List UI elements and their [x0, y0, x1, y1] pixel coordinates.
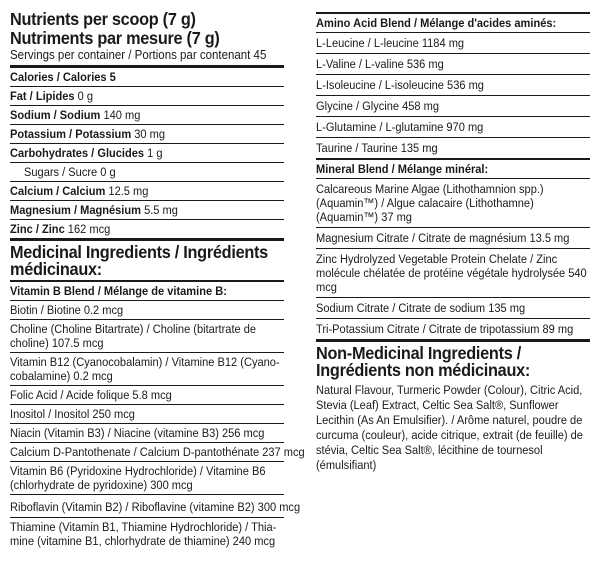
- ingredient-row: Taurine / Taurine 135 mg: [316, 137, 590, 158]
- ingredient-row: Calcareous Marine Algae (Lithothamnion spp.) (Aquamin™) / Algue calacaire (Lithothamne) (Aquamin™) 37 mg: [316, 178, 590, 227]
- ingredient-row: Niacin (Vitamin B3) / Niacine (vitamine B3) 256 mcg: [10, 423, 284, 442]
- title-en: Nutrients per scoop (7 g): [10, 9, 196, 29]
- title-fr: Nutriments par mesure (7 g): [10, 28, 220, 48]
- mineral-header: Mineral Blend / Mélange minéral:: [316, 162, 489, 176]
- ingredient-row: Tri-Potassium Citrate / Citrate de tripotassium 89 mg: [316, 318, 590, 339]
- ingredient-row: L-Leucine / L-leucine 1184 mg: [316, 32, 590, 53]
- nutrient-row: Potassium / Potassium 30 mg: [10, 124, 284, 143]
- ingredient-row: Choline (Choline Bitartrate) / Choline (bitartrate de choline) 107.5 mcg: [10, 319, 284, 352]
- nutrient-row: Calories / Calories 5: [10, 70, 116, 84]
- ingredient-row: Calcium D-Pantothenate / Calcium D-pantothénate 237 mcg: [10, 442, 284, 461]
- ingredient-row: Magnesium Citrate / Citrate de magnésium 13.5 mg: [316, 227, 590, 248]
- ingredient-row: Zinc Hydrolyzed Vegetable Protein Chelate / Zinc molécule chélatée de protéine végétale hydrolysée 540 mcg: [316, 248, 590, 297]
- nutrient-row: Calcium / Calcium 12.5 mg: [10, 181, 284, 200]
- ingredient-row: Inositol / Inositol 250 mcg: [10, 404, 284, 423]
- medicinal-heading: Medicinal Ingredients / Ingrédients médicinaux:: [10, 238, 284, 280]
- nutrient-row: Carbohydrates / Glucides 1 g: [10, 143, 284, 162]
- ingredient-row: Sodium Citrate / Citrate de sodium 135 mg: [316, 297, 590, 318]
- nutrient-row: Sodium / Sodium 140 mg: [10, 105, 284, 124]
- vitamin-b-header: Vitamin B Blend / Mélange de vitamine B:: [10, 284, 227, 298]
- ingredient-row: Thiamine (Vitamin B1, Thiamine Hydrochloride) / Thia-mine (vitamine B1, chlorhydrate de thiamine) 240 mcg: [10, 517, 284, 550]
- ingredient-row: L-Valine / L-valine 536 mg: [316, 53, 590, 74]
- ingredient-row: Folic Acid / Acide folique 5.8 mcg: [10, 385, 284, 404]
- ingredient-row: Vitamin B6 (Pyridoxine Hydrochloride) / Vitamine B6 (chlorhydrate de pyridoxine) 300 mcg: [10, 461, 284, 494]
- ingredient-row: Riboflavin (Vitamin B2) / Riboflavine (vitamine B2) 300 mcg: [10, 494, 284, 517]
- ingredient-row: L-Isoleucine / L-isoleucine 536 mg: [316, 74, 590, 95]
- ingredient-row: L-Glutamine / L-glutamine 970 mg: [316, 116, 590, 137]
- nutrient-row: Magnesium / Magnésium 5.5 mg: [10, 200, 284, 219]
- nutrient-row: Fat / Lipides 0 g: [10, 86, 284, 105]
- non-medicinal-text: Natural Flavour, Turmeric Powder (Colour), Citric Acid, Stevia (Leaf) Extract, Celtic Sea Salt®, Sunflower Lecithin (As An Emulsifier). / Arôme naturel, poudre de curcuma (couleur), acide citrique, extrait (de feuille) de stévia, Celtic Sea Salt®, lécithine de tournesol (émulsifiant): [316, 383, 583, 472]
- ingredient-row: Vitamin B12 (Cyanocobalamin) / Vitamine B12 (Cyano-cobalamine) 0.2 mcg: [10, 352, 284, 385]
- amino-header: Amino Acid Blend / Mélange d'acides aminés:: [316, 16, 557, 30]
- servings: Servings per container / Portions par contenant 45: [10, 48, 267, 62]
- nutrient-row: Sugars / Sucre 0 g: [10, 162, 284, 181]
- right-column: [316, 12, 590, 473]
- left-column: [10, 0, 305, 550]
- ingredient-row: Glycine / Glycine 458 mg: [316, 95, 590, 116]
- ingredient-row: Biotin / Biotine 0.2 mcg: [10, 300, 284, 319]
- nutrient-row: Zinc / Zinc 162 mcg: [10, 219, 284, 238]
- non-medicinal-heading: Non-Medicinal Ingredients / Ingrédients non médicinaux:: [316, 339, 590, 381]
